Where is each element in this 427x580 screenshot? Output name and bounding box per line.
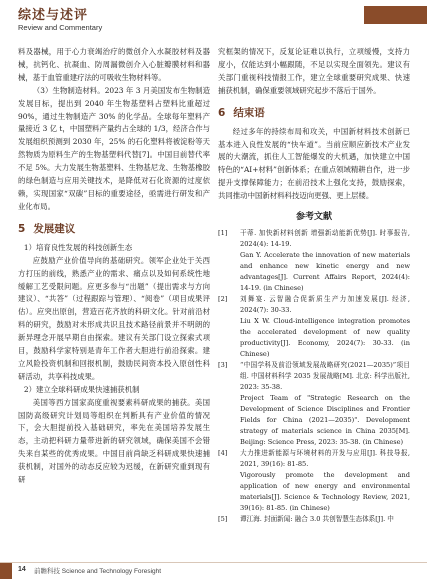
references-title: 参考文献 bbox=[295, 212, 332, 223]
section-heading-text: 发展建议 bbox=[33, 222, 76, 235]
paragraph: 究框架的情况下，反复论证难以执行，立项缓慢，支持力度小，仅能达到小幅跟随，不足以实现全面领先。建议有关部门重视科技情报工作，建立全球重要研究成果、快速捕获机制，确保重要领域研究起步不落后于国外。 bbox=[218, 47, 410, 95]
footer-accent-bar bbox=[0, 563, 12, 579]
reference-text: 刘舞宴. 云智融合促新质生产力加速发展[J]. 经济, 2024(7): 30-33. bbox=[240, 295, 410, 315]
paragraph: 美国等西方国家高度重视要素科研成果的捕获。美国国防高级研究计划局等组织在判断具有产业价值的情况下，会大胆提前投入基础研究，率先在美国培养发展生态，主动把科研力量带进新的研究领域，确保美国不会错失来自某些的优秀成果。中国目前尚缺乏科研成果快速捕获机制，对国外的动态反应较为迟缓，在新研究重到现有研 bbox=[18, 397, 210, 485]
reference-item bbox=[218, 360, 410, 393]
journal-name: 前瞻科技 Science and Technology Foresight bbox=[34, 568, 162, 575]
reference-text: Gan Y. Accelerate the innovation of new materials and enhance new kinetic energy and new advantages[J]. Current Affairs Report, 2024(4): 14-19. (in Chinese) bbox=[240, 251, 410, 293]
reference-item bbox=[218, 448, 410, 470]
paragraph: 料及器械，用于心力衰竭治疗的微创介入水凝胶材料及器械，抗钙化、抗凝血、防周漏微创介入心脏瓣膜材料和器械，基于血管重建疗法的可吸收生物材料等。 bbox=[18, 47, 210, 82]
section-heading bbox=[18, 223, 210, 236]
reference-text: “中国学科及前沿领域发展战略研究(2021—2035)”项目组. 中国材料科学 2035 发展战略[M]. 北京: 科学出版社, 2023: 35-38. bbox=[240, 361, 410, 392]
reference-text: Project Team of "Strategic Research on the Development of Science Disciplines and Frontier Fields for China (2021—2035)". Development strategy of materials science in China 2035[M]. Beijing: Science Press, 2023: 35-38. (in Chinese) bbox=[240, 394, 410, 447]
section-number: 5 bbox=[18, 222, 26, 235]
reference-item bbox=[218, 514, 410, 525]
reference-number: [3] bbox=[218, 361, 228, 370]
reference-number bbox=[218, 250, 240, 294]
section-title: 综述与述评 bbox=[18, 8, 89, 23]
reference-number: [2] bbox=[218, 295, 228, 304]
page-footer bbox=[0, 562, 427, 580]
section-heading-text: 结束语 bbox=[233, 106, 265, 119]
reference-item bbox=[218, 470, 410, 514]
reference-text: Vigorously promote the development and application of new energy and environmental materials[J]. Science & Technology Review, 2021, 39(16): 81-85. (in Chinese) bbox=[240, 471, 410, 513]
reference-item bbox=[218, 393, 410, 448]
subheading: 2）建立全球科研成果快速捕获机制 bbox=[23, 384, 140, 394]
reference-number: [1] bbox=[218, 229, 228, 238]
reference-item bbox=[218, 294, 410, 316]
reference-number: [5] bbox=[218, 515, 228, 524]
paragraph: 经过多年的持续布局和攻关，中国新材料技术创新已基本进入良性发展的“快车道”。当前应顺应新技术产业发展的大潮流，抓住人工智能爆发的大机遇，加快建立中国特色的“AI+材料”创新体系；在重点领域精耕自作，进一步提升支撑保障能力；在前沿技术上强化支持，鼓励探索，共同推动中国新材料科技迈向更强、更上层楼。 bbox=[218, 126, 410, 201]
section-header bbox=[18, 8, 102, 33]
header-accent-bar bbox=[364, 6, 427, 24]
left-column bbox=[18, 46, 210, 487]
reference-number bbox=[218, 470, 240, 514]
reference-item bbox=[218, 316, 410, 360]
section-subtitle: Review and Commentary bbox=[18, 23, 103, 32]
section-number: 6 bbox=[218, 106, 226, 119]
right-column bbox=[218, 46, 410, 525]
reference-text: Liu X W. Cloud-intelligence integration promotes the accelerated development of new quality productivity[J]. Economy, 2024(7): 30-33. (in Chinese) bbox=[240, 317, 410, 359]
section-heading bbox=[218, 107, 410, 120]
paragraph: 应鼓励产业价值导向的基础研究。领军企业处于关西方打压的前线，熟悉产业的需求、痛点以及如何系统性地缓解工艺受限问题。应更多参与“出题”（提出需求与方向建议）、“共答”（过程跟踪与管理）、“阅卷”（项目成果评估）。应突出原创，营造百花齐放的科研文化。针对前沿材料的研究，鼓励对未形成共识且技术路径前景并不明朗的新异理念开展早期自由探索。建议有关部门设立探索式项目，鼓励科学家特别是青年工作者大胆进行前沿探索。建立风险投资机制和回报机制，鼓励民间资本投入原创性科研活动，共享科技成果。 bbox=[18, 255, 210, 381]
reference-number bbox=[218, 393, 240, 448]
reference-item bbox=[218, 250, 410, 294]
page-number: 14 bbox=[18, 566, 26, 573]
reference-item bbox=[218, 228, 410, 250]
reference-text: 干蒂. 加快新材料创新 增强新动能新优势[J]. 时事报告, 2024(4): 14-19. bbox=[240, 229, 410, 249]
reference-number bbox=[218, 316, 240, 360]
subheading: 1）培育良性发展的科技创新生态 bbox=[23, 242, 133, 252]
references-list bbox=[218, 228, 410, 525]
paragraph: （3）生物制造材料。2023 年 3 月美国发布生物制造发展目标，提出到 2040 年生物基塑料占塑料比重超过 90%，通过生物制造产 30% 的化学品。全球每年塑料产量接近 3 亿 t，中国塑料产量约占全球的 1/3，经济合作与发展组织预测到 2030 年，25% 的石化塑料将被淀粉等天然物质为原料生产的生物基塑料代替[7]。中国目前替代率不足 5%。大力发展生物基塑料、生物基尼龙、生物基橡胶的绿色制造与应用关键技术，是降低对石化资源的过度依赖，实现国家“双碳”目标的重要途径，亟需进行研发和产业化布局。 bbox=[18, 85, 210, 211]
reference-text: 谭江海. 封面新闻: 融合 3.0 共创智慧生态体系[J]. 中 bbox=[240, 515, 394, 524]
reference-text: 大力推进新能源与环境材料的开发与应用[J]. 科技导报, 2021, 39(16): 81-85. bbox=[240, 449, 410, 469]
reference-number: [4] bbox=[218, 449, 228, 458]
